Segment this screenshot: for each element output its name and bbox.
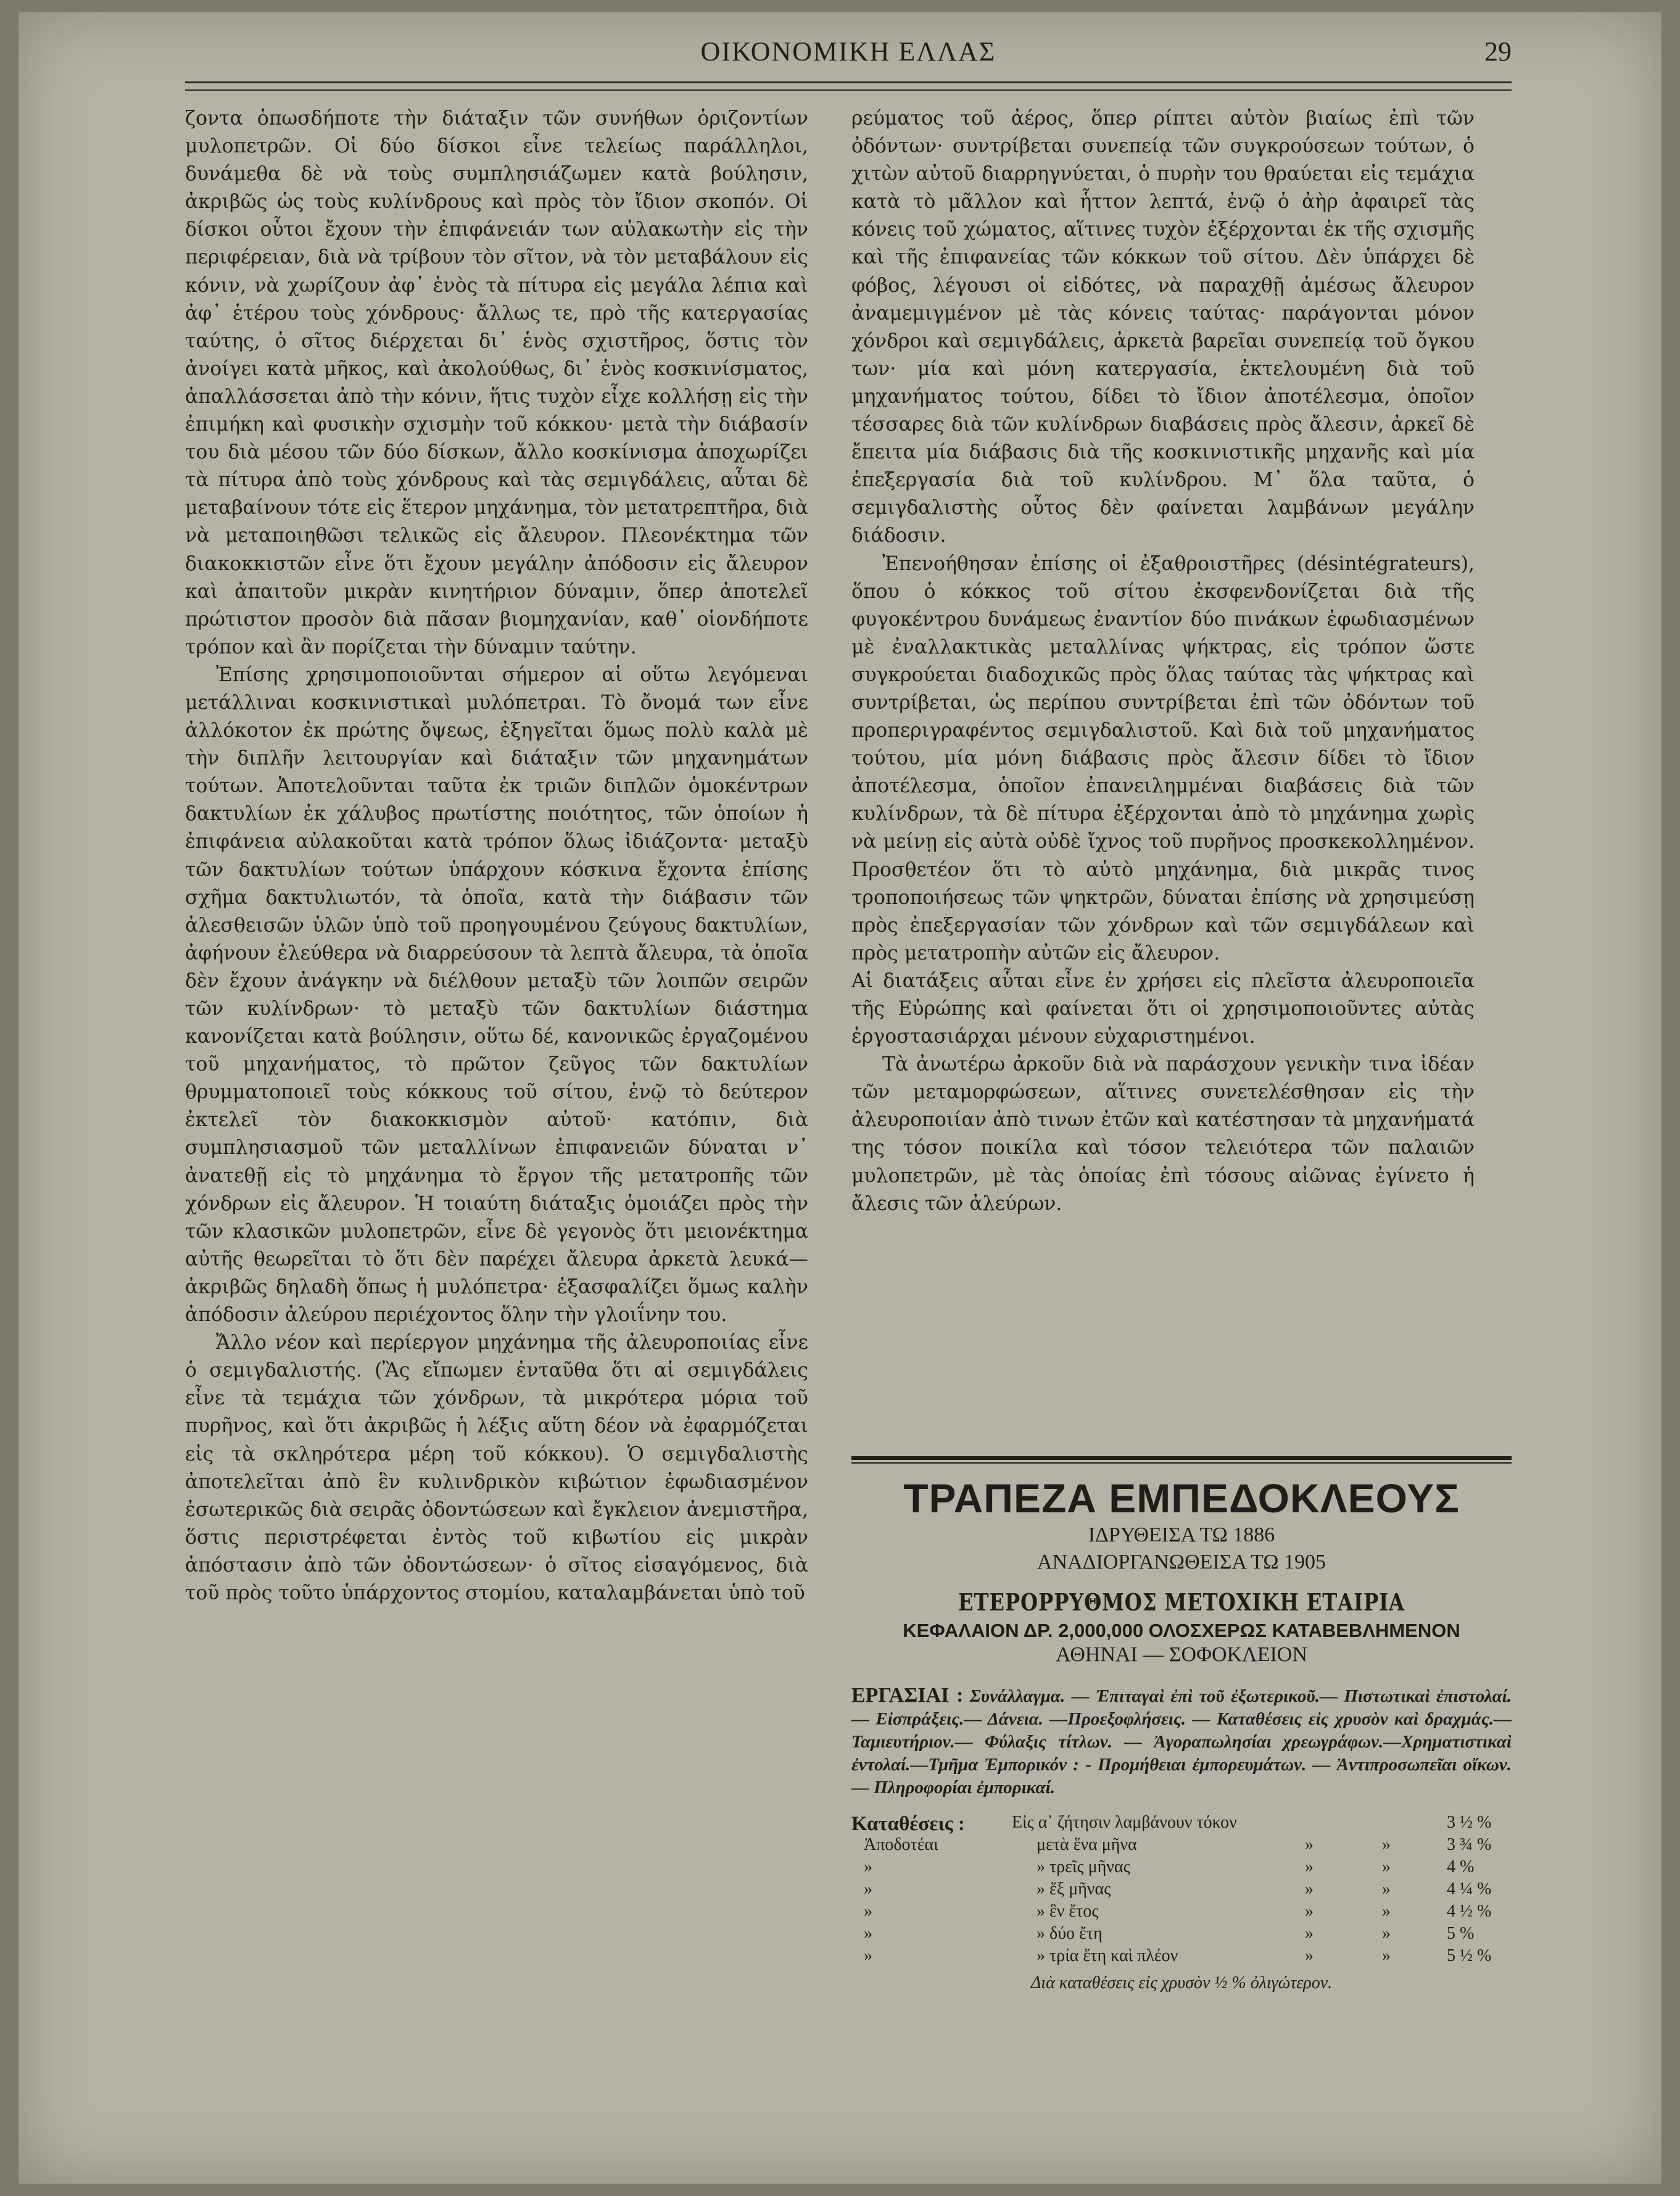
deposit-rate: 4 ¼ % — [1447, 1879, 1492, 1899]
deposit-term-label: » — [864, 1857, 872, 1876]
operations-list: Συνάλλαγμα. — Ἐπιταγαὶ ἐπὶ τοῦ ἐξωτερικοῦ.— Πιστωτικαὶ ἐπιστολαί. — Εἰσπράξεις.— Δάνεια. —Προεξοφλήσεις. — Καταθέσεις εἰς χρυσὸν καὶ δραχμάς.— Ταμιευτήριον.— Φύλαξις τίτλων. — Ἀγοραπωλησίαι χρεωγράφων.—Χρηματιστικαὶ ἐντολαί.—Τμῆμα Ἐμπορικόν : - Προμήθειαι ἐμπορευμάτων. — Ἀντιπροσωπεῖαι οἴκων. — Πληροφορίαι ἐμπορικαί. — [851, 1686, 1512, 1797]
ditto-mark: » — [1305, 1946, 1314, 1965]
deposit-rate: 4 ½ % — [1447, 1902, 1492, 1921]
deposit-rate: 3 ½ % — [1447, 1813, 1492, 1832]
deposit-term: » δύο ἔτη — [1037, 1924, 1103, 1943]
deposit-rate: 5 % — [1447, 1924, 1475, 1943]
paragraph: Αἱ διατάξεις αὗται εἶνε ἐν χρήσει εἰς πλεῖστα ἀλευροποιεῖα τῆς Εὐρώπης καὶ φαίνεται ὅτι οἱ χρησιμοποιοῦντες αὐτὰς ἐργοστασιάρχαι μένουν εὐχαριστημένοι. — [851, 969, 1475, 1048]
newspaper-page — [19, 12, 1661, 2184]
ditto-mark: » — [1382, 1835, 1391, 1854]
operations-label: ΕΡΓΑΣΙΑΙ : — [851, 1684, 964, 1707]
right-column — [851, 105, 1475, 1218]
paragraph: Τὰ ἀνωτέρω ἀρκοῦν διὰ νὰ παράσχουν γενικὴν τινα ἰδέαν τῶν μεταμορφώσεων, αἵτινες συνετελέσθησαν εἰς τὴν ἀλευροποιίαν ἀπὸ τινων ἐτῶν καὶ κατέστησαν τὰ μηχανήματά της τόσον ποικίλα καὶ τόσον τελειότερα τῶν παλαιῶν μυλοπετρῶν, μὲ τὰς ὁποίας ἐπὶ τόσους αἰῶνας ἐγίνετο ἡ ἄλεσις τῶν ἀλεύρων. — [851, 1053, 1475, 1215]
running-header — [185, 31, 1512, 80]
deposit-rates-table — [851, 1813, 1512, 1993]
deposits-footnote: Διὰ καταθέσεις εἰς χρυσὸν ½ % ὀλιγώτερον. — [1030, 1973, 1333, 1992]
bank-name: ΤΡΑΠΕΖΑ ΕΜΠΕΔΟΚΛΕΟΥΣ — [903, 1475, 1460, 1521]
deposit-rate: 4 % — [1447, 1857, 1475, 1876]
ditto-mark: » — [1305, 1924, 1314, 1943]
table-row — [851, 1924, 1512, 1946]
capital-line: ΚΕΦΑΛΑΙΟΝ ΔΡ. 2,000,000 ΟΛΟΣΧΕΡΩΣ ΚΑΤΑΒΕΒΛΗΜΕΝΟΝ — [903, 1620, 1460, 1641]
deposit-rates-header — [851, 1813, 1512, 1835]
table-row — [851, 1902, 1512, 1924]
location-line: ΑΘΗΝΑΙ — ΣΟΦΟΚΛΕΙΟΝ — [1056, 1643, 1307, 1666]
deposit-rate: 3 ¾ % — [1447, 1835, 1492, 1854]
paragraph: Ἐπενοήθησαν ἐπίσης οἱ ἐξαθροιστῆρες (désintégrateurs), ὅπου ὁ κόκκος τοῦ σίτου ἐκσφενδονίζεται διὰ τῆς φυγοκέντρου δυνάμεως ἐναντίον δύο πινάκων ἐφωδιασμένων μὲ ἐναλλακτικὰς μεταλλίνας ψήκτρας, εἰς τρόπον ὥστε συγκρούεται διαδοχικῶς πρὸς ὅλας ταύτας τὰς ψήκτρας καὶ συντρίβεται, ὡς περίπου συντρίβεται ἐπὶ τῶν ὀδόντων τοῦ προπεριγραφέντος σεμιγδαλιστοῦ. Καὶ διὰ τοῦ μηχανήματος τούτου, μία μόνη διάβασις πρὸς ἄλεσιν δίδει τὸ ἴδιον ἀποτέλεσμα, ὁποῖον ἐπανειλημμέναι διαβάσεις διὰ τῶν κυλίνδρων, τὰ δὲ πίτυρα ἐξέρχονται ἀπὸ τὸ μηχάνημα χωρὶς νὰ μείνῃ εἰς αὐτὰ οὐδὲ ἴχνος τοῦ πυρῆνος προσκεκολλημένον. Προσθετέον ὅτι τὸ αὐτὸ μηχάνημα, διὰ μικρᾶς τινος τροποποιήσεως τῶν ψηκτρῶν, δύναται ἐπίσης νὰ χρησιμεύσῃ πρὸς ἐπεξεργασίαν τῶν χόνδρων καὶ τῶν σεμιγδάλεων καὶ πρὸς μετατροπὴν αὐτῶν εἰς ἄλευρον. — [851, 552, 1475, 964]
ditto-mark: » — [1305, 1902, 1314, 1921]
deposit-term-label: » — [864, 1924, 872, 1943]
ditto-mark: » — [1382, 1924, 1391, 1943]
ditto-mark: » — [1305, 1835, 1314, 1854]
deposit-term: » ἕξ μῆνας — [1037, 1879, 1111, 1899]
table-row — [851, 1879, 1512, 1902]
deposits-intro: Εἰς α᾽ ζήτησιν λαμβάνουν τόκον — [1012, 1813, 1237, 1832]
left-column — [185, 105, 808, 1607]
deposit-term-label: » — [864, 1879, 872, 1899]
bank-advertisement — [851, 1456, 1512, 2086]
header-rule — [185, 81, 1512, 91]
operations-block — [851, 1684, 1512, 1799]
paragraph: Ἄλλο νέον καὶ περίεργον μηχάνημα τῆς ἀλευροποιίας εἶνε ὁ σεμιγδαλιστής. (Ἂς εἴπωμεν ἐνταῦθα ὅτι αἱ σεμιγδάλεις εἶνε τὰ τεμάχια τῶν χόνδρων, τὰ μικρότερα μόρια τοῦ πυρῆνος, καὶ ὅτι ἀκριβῶς ἡ λέξις αὕτη δέον νὰ ἐφαρμόζεται εἰς τὰ σκληρότερα μέρη τοῦ κόκκου). Ὁ σεμιγδαλιστὴς ἀποτελεῖται ἀπὸ ἓν κυλινδρικὸν κιβώτιον ἐφωδιασμένον ἐσωτερικῶς διὰ σειρᾶς ὀδοντώσεων καὶ ἔγκλειον ἀνεμιστῆρα, ὅστις περιστρέφεται ἐντὸς τοῦ κιβωτίου εἰς μικρὰν ἀπόστασιν ἀπὸ τῶν ὀδοντώσεων· ὁ σῖτος εἰσαγόμενος, διὰ τοῦ πρὸς τοῦτο ὑπάρχοντος στομίου, καταλαμβάνεται ὑπὸ τοῦ — [185, 1332, 808, 1604]
ad-top-rule — [851, 1456, 1512, 1460]
deposit-term: » τρία ἔτη καὶ πλέον — [1037, 1946, 1178, 1965]
page-number: 29 — [1484, 36, 1512, 67]
reorganized-line: ΑΝΑΔΙΟΡΓΑΝΩΘΕΙΣΑ ΤΩ 1905 — [1037, 1551, 1326, 1573]
paragraph: ζοντα ὁπωσδήποτε τὴν διάταξιν τῶν συνήθων ὁριζοντίων μυλοπετρῶν. Οἱ δύο δίσκοι εἶνε τελείως παράλληλοι, δυνάμεθα δὲ νὰ τοὺς συμπλησιάζωμεν κατὰ βούλησιν, ἀκριβῶς ὡς τοὺς κυλίνδρους καὶ πρὸς τὸν ἴδιον σκοπόν. Οἱ δίσκοι οὗτοι ἔχουν τὴν ἐπιφάνειάν των αὐλακωτὴν εἰς τὴν περιφέρειαν, διὰ νὰ τρίβουν τὸν σῖτον, νὰ τὸν μεταβάλουν εἰς κόνιν, νὰ χωρίζουν ἀφ᾽ ἑνὸς τὰ πίτυρα εἰς μεγάλα λέπια καὶ ἀφ᾽ ἑτέρου τοὺς χόνδρους· ἄλλως τε, πρὸ τῆς κατεργασίας ταύτης, ὁ σῖτος διέρχεται δι᾽ ἑνὸς σχιστῆρος, ὅστις τὸν ἀνοίγει κατὰ μῆκος, καὶ ἀκολούθως, δι᾽ ἑνὸς κοσκινίσματος, ἀπαλλάσσεται ἀπὸ τὴν κόνιν, ἥτις τυχὸν εἶχε κολλήσῃ εἰς τὴν ἐπιμήκη καὶ φυσικὴν σχισμὴν τοῦ κόκκου· μετὰ τὴν διάβασίν του διὰ μέσου τῶν δύο δίσκων, ἄλλο κοσκίνισμα ἀποχωρίζει τὰ πίτυρα ἀπὸ τοὺς χόνδρους καὶ τὰς σεμιγδάλεις, αὗται δὲ μεταβαίνουν τότε εἰς ἕτερον μηχάνημα, τὸν μετατρεπτῆρα, διὰ νὰ μεταποιηθῶσι τελικῶς εἰς ἄλευρον. Πλεονέκτημα τῶν διακοκκιστῶν εἶνε ὅτι ἔχουν μεγάλην ἀπόδοσιν εἰς ἄλευρον καὶ ἀπαιτοῦν μικρὰν κινητήριον δύναμιν, ὅπερ ἀποτελεῖ πρώτιστον προσὸν διὰ πᾶσαν βιομηχανίαν, καθ᾽ οἱονδήποτε τρόπον καὶ ἂν πορίζεται τὴν δύναμιν ταύτην. — [185, 107, 808, 658]
deposit-term-label: » — [864, 1946, 872, 1965]
deposits-label: Καταθέσεις : — [851, 1813, 965, 1835]
paragraph: Ἐπίσης χρησιμοποιοῦνται σήμερον αἱ οὕτω λεγόμεναι μετάλλιναι κοσκινιστικαὶ μυλόπετραι. Τὸ ὄνομά των εἶνε ἀλλόκοτον ἐκ πρώτης ὄψεως, ἐξηγεῖται ὅμως πολὺ καλὰ μὲ τὴν διπλῆν λειτουργίαν καὶ διάταξιν τῶν μηχανημάτων τούτων. Ἀποτελοῦνται ταῦτα ἐκ τριῶν διπλῶν ὁμοκέντρων δακτυλίων ἐκ χάλυβος πρωτίστης ποιότητος, τῶν ὁποίων ἡ ἐπιφάνεια αὐλακοῦται κατὰ τρόπον ὅλως ἰδιάζοντα· μεταξὺ τῶν δακτυλίων τούτων ὑπάρχουν κόσκινα ἔχοντα ἐπίσης σχῆμα δακτυλιωτόν, τὰ ὁποῖα, κατὰ τὴν διάβασιν τῶν ἀλεσθεισῶν ὑλῶν ὑπὸ τοῦ προηγουμένου ζεύγους δακτυλίων, ἀφήνουν ἐλεύθερα νὰ διαρρεύσουν τὰ λεπτὰ ἄλευρα, τὰ ὁποῖα δὲν ἔχουν ἀνάγκην νὰ διέλθουν μεταξὺ τῶν λοιπῶν σειρῶν τῶν κυλίνδρων· τὸ μεταξὺ τῶν δακτυλίων διάστημα κανονίζεται κατὰ βούλησιν, οὕτω δέ, κανονικῶς ἐργαζομένου τοῦ μηχανήματος, τὸ πρῶτον ζεῦγος τῶν δακτυλίων θρυμματοποιεῖ τοὺς κόκκους τοῦ σίτου, ἐνῷ τὸ δεύτερον ἐκτελεῖ τὸν διακοκκισμὸν αὐτοῦ· κατόπιν, διὰ συμπλησιασμοῦ τῶν μεταλλίνων ἐπιφανειῶν δύναται ν᾽ ἀνατεθῇ εἰς τὸ μηχάνημα τὸ ἔργον τῆς μετατροπῆς τῶν χόνδρων εἰς ἄλευρον. Ἡ τοιαύτη διάταξις ὁμοιάζει πρὸς τὴν τῶν κλασικῶν μυλοπετρῶν, εἶνε δὲ γεγονὸς ὅτι μειονέκτημα αὐτῆς θεωρεῖται τὸ ὅτι δὲν παρέχει ἄλευρα ἀρκετὰ λευκά— ἀκριβῶς δηλαδὴ ὅπως ἡ μυλόπετρα· ἐξασφαλίζει ὅμως καλὴν ἀπόδοσιν ἀλεύρου περιέχοντος ὅλην τὴν γλοιΐνην του. — [185, 663, 808, 1327]
ditto-mark: » — [1382, 1946, 1391, 1965]
deposit-term-label: Ἀποδοτέαι — [864, 1835, 938, 1854]
table-row — [851, 1857, 1512, 1879]
deposit-term-label: » — [864, 1902, 872, 1921]
founded-line: ΙΔΡΥΘΕΙΣΑ ΤΩ 1886 — [1088, 1523, 1275, 1546]
deposit-rate: 5 ½ % — [1447, 1946, 1492, 1965]
table-row — [851, 1835, 1512, 1857]
running-title: ΟΙΚΟΝΟΜΙΚΗ ΕΛΛΑΣ — [700, 36, 996, 67]
ditto-mark: » — [1305, 1857, 1314, 1876]
table-row — [851, 1946, 1512, 1968]
paragraph: ρεύματος τοῦ ἀέρος, ὅπερ ρίπτει αὐτὸν βιαίως ἐπὶ τῶν ὀδόντων· συντρίβεται συνεπείᾳ τῶν συγκρούσεων τούτων, ὁ χιτὼν αὐτοῦ διαρρηγνύεται, ὁ πυρὴν του θραύεται εἰς τεμάχια κατὰ τὸ μᾶλλον καὶ ἧττον λεπτά, ἐνῷ ὁ ἀὴρ ἀφαιρεῖ τὰς κόνεις τοῦ χώματος, αἵτινες τυχὸν ἐξέρχονται ἐκ τῆς σχισμῆς καὶ τῆς ἐπιφανείας τῶν κόκκων τοῦ σίτου. Δὲν ὑπάρχει δὲ φόβος, λέγουσι οἱ εἰδότες, νὰ παραχθῇ ἀμέσως ἄλευρον ἀναμεμιγμένον μὲ τὰς κόνεις ταύτας· παράγονται μόνον χόνδροι καὶ σεμιγδάλεις, ἀρκετὰ βαρεῖαι συνεπείᾳ τοῦ ὄγκου των· μία καὶ μόνη κατεργασία, ἐκτελουμένη διὰ τοῦ μηχανήματος τούτου, δίδει τὸ ἴδιον ἀποτέλεσμα, ὁποῖον τέσσαρες διὰ τῶν κυλίνδρων διαβάσεις πρὸς ἄλεσιν, ἀρκεῖ δὲ ἔπειτα μία διάβασις διὰ τῆς κοσκινιστικῆς μηχανῆς καὶ μία ἐπεξεργασία διὰ τοῦ κυλίνδρου. Μ᾽ ὅλα ταῦτα, ὁ σεμιγδαλιστὴς οὗτος δὲν φαίνεται λαμβάνων μεγάλην διάδοσιν. — [851, 107, 1475, 547]
ditto-mark: » — [1382, 1857, 1391, 1876]
company-type: ΕΤΕΡΟΡΡΥΘΜΟΣ ΜΕΤΟΧΙΚΗ ΕΤΑΙΡΙΑ — [958, 1588, 1405, 1616]
ditto-mark: » — [1305, 1879, 1314, 1899]
ditto-mark: » — [1382, 1902, 1391, 1921]
deposit-term: μετὰ ἕνα μῆνα — [1037, 1835, 1137, 1854]
deposit-term: » τρεῖς μῆνας — [1037, 1857, 1130, 1876]
ad-top-rule-thin — [851, 1462, 1512, 1464]
ditto-mark: » — [1382, 1879, 1391, 1899]
deposit-term: » ἓν ἔτος — [1037, 1902, 1099, 1921]
